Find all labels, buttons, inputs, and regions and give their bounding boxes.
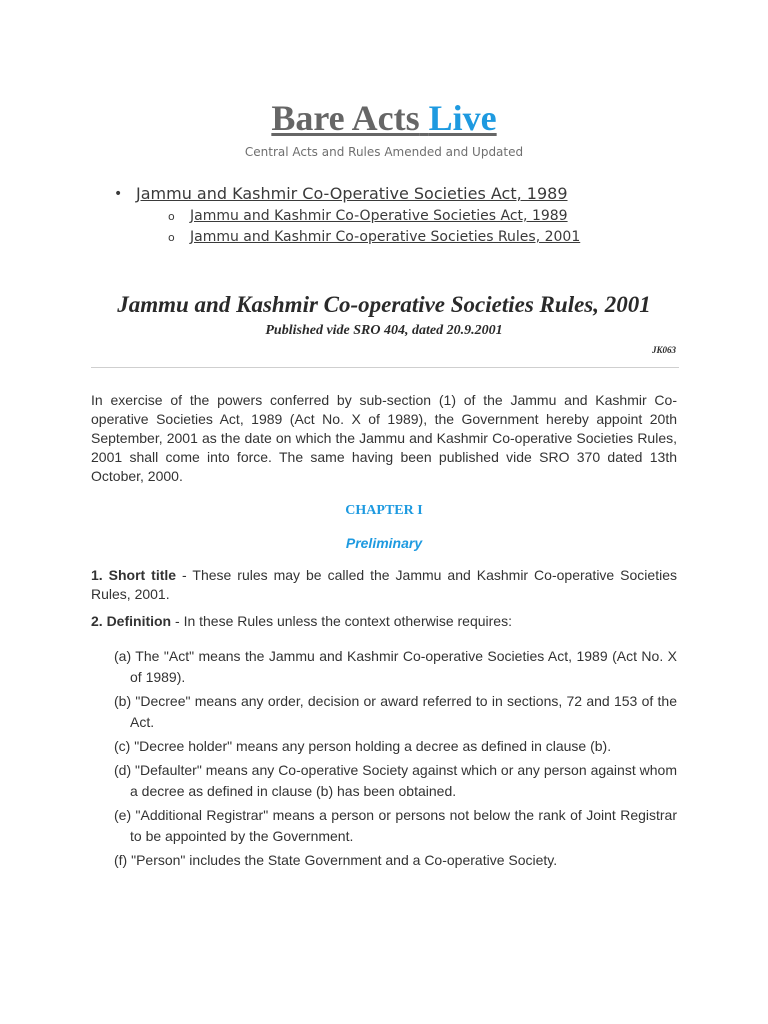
document-code: JK063 [651, 345, 676, 355]
breadcrumb-nav [112, 182, 580, 248]
rule-2 [91, 612, 677, 631]
definition-f: (f) "Person" includes the State Government and a Co-operative Society. [114, 852, 558, 868]
nav-item-act [112, 182, 580, 248]
nav-link-act[interactable]: Jammu and Kashmir Co-Operative Societies Act, 1989 [136, 184, 568, 203]
site-tagline: Central Acts and Rules Amended and Updated [244, 145, 524, 159]
rule-1-text: - These rules may be called the Jammu and Kashmir Co-operative Societies Rules, 2001. [91, 567, 677, 602]
nav-link-rules[interactable]: Jammu and Kashmir Co-operative Societies Rules, 2001 [190, 229, 581, 245]
nav-link-act-sub[interactable]: Jammu and Kashmir Co-Operative Societies Act, 1989 [190, 208, 568, 224]
site-title-accent: Live [428, 98, 497, 138]
nav-sublist [136, 206, 580, 248]
nav-subitem-act [168, 206, 580, 227]
definition-c: (c) "Decree holder" means any person holding a decree as defined in clause (b). [114, 738, 612, 754]
site-title[interactable] [0, 96, 768, 140]
site-title-main: Bare Acts [271, 98, 420, 138]
rule-1-heading: 1. Short title [91, 567, 177, 583]
preamble-paragraph: In exercise of the powers conferred by sub-section (1) of the Jammu and Kashmir Co-operative Societies Act, 1989 (Act No. X of 1989), the Government hereby appoint 20th September, 2001 as the date on which the Jammu and Kashmir Co-operative Societies Rules, 2001 shall come into force. The same having been published vide SRO 370 dated 13th October, 2000. [91, 392, 677, 484]
definition-d: (d) "Defaulter" means any Co-operative Society against which or any person against whom a decree as defined in clause (b) has been obtained. [114, 762, 677, 799]
rule-1 [91, 566, 677, 604]
nav-subitem-rules [168, 227, 580, 248]
definition-e: (e) "Additional Registrar" means a person or persons not below the rank of Joint Registrar to be appointed by the Government. [114, 807, 677, 844]
published-note: Published vide SRO 404, dated 20.9.2001 [265, 323, 503, 338]
chapter-name: Preliminary [345, 535, 423, 551]
definitions-list [114, 646, 677, 874]
divider [91, 367, 679, 368]
definition-b: (b) "Decree" means any order, decision or award referred to in sections, 72 and 153 of the Act. [114, 693, 677, 730]
rule-2-heading: 2. Definition [91, 613, 172, 629]
document-title: Jammu and Kashmir Co-operative Societies Rules, 2001 [117, 292, 651, 317]
chapter-heading: CHAPTER I [345, 503, 423, 518]
rule-2-text: - In these Rules unless the context otherwise requires: [171, 613, 512, 629]
definition-a: (a) The "Act" means the Jammu and Kashmir Co-operative Societies Act, 1989 (Act No. X of 1989). [114, 648, 677, 685]
